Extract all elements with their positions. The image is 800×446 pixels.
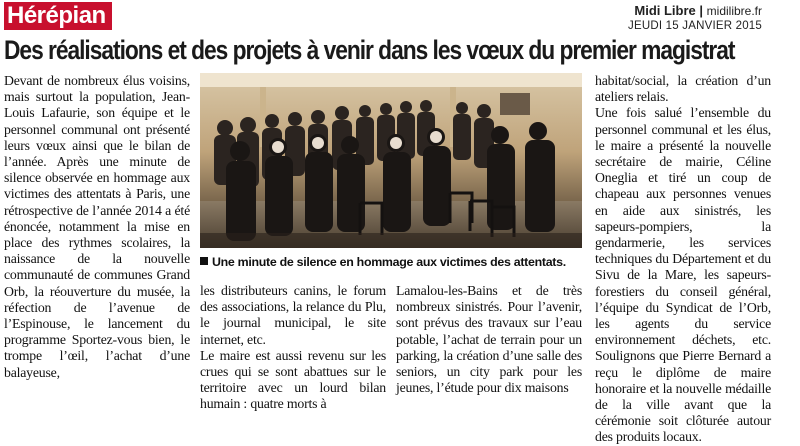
article-photo [200, 73, 582, 248]
paragraph: Le maire est aussi revenu sur les crues qui se sont abattues sur le territoire avec un lourd bilan humain : quatre morts à [200, 347, 386, 412]
article-headline: Des réalisations et des projets à venir dans les vœux du premier magistrat [4, 35, 735, 65]
paragraph: Une fois salué l’ensemble du personnel communal et les élus, le maire a présenté la nouvelle secrétaire de mairie, Céline Oneglia et tiré un coup de chapeau aux personnes venues en aide aux sinistrés, les sapeurs-pompiers, la gendarmerie, les services techniques du Département et du Sivu de la Mare, les sapeurs-forestiers du conseil général, l’équipe du Syndicat de l’Orb, les agents du service environnement déchets, etc. Soulignons que Pierre Bernard a reçu le diplôme de maire honoraire et la nouvelle médaille de la ville avant que la cérémonie soit clôturée autour des produits locaux. [595, 105, 771, 445]
caption-text: Une minute de silence en hommage aux victimes des attentats. [212, 255, 566, 269]
caption-square-icon [200, 257, 208, 265]
paragraph: les distributeurs canins, le forum des associations, la relance du Plu, le journal municipal, le site internet, etc. [200, 283, 386, 347]
paragraph: Devant de nombreux élus voisins, mais surtout la population, Jean-Louis Lafaurie, son équipe et le personnel communal ont présenté leurs vœux ainsi que le bilan de l’année. Après une minute de silence observée en hommage aux victimes des attentats à Paris, une rétrospective de l’année 2014 a été énoncée, notamment la mise en place des rythmes scolaires, la naissance de la nouvelle communauté de communes Grand Orb, la réouverture du musée, la réfection de l’avenue de l’Espinouse, le lancement du programme Sportez-vous bien, le trompe l’œil, l’achat d’une balayeuse, [4, 73, 190, 380]
masthead-brand: Midi Libre | midilibre.fr [634, 3, 762, 18]
locality-banner: Hérépian [4, 2, 112, 30]
issue-date: JEUDI 15 JANVIER 2015 [628, 20, 762, 32]
paragraph: habitat/social, la création d’un ateliers relais. [595, 73, 771, 105]
article-column-1 [4, 73, 190, 381]
brand-name: Midi Libre [634, 3, 696, 18]
article-column-3 [396, 283, 582, 396]
brand-site: midilibre.fr [706, 4, 762, 18]
photo-caption [200, 255, 584, 270]
article-column-4 [595, 73, 771, 446]
masthead [552, 3, 762, 33]
article-column-2 [200, 283, 386, 413]
paragraph: Lamalou-les-Bains et de très nombreux sinistrés. Pour l’avenir, sont prévus des travaux sur l’eau potable, l’achat de terrain pour un parking, la création d’une salle des seniors, un city park pour les jeunes, l’étude pour dix maisons [396, 283, 582, 396]
